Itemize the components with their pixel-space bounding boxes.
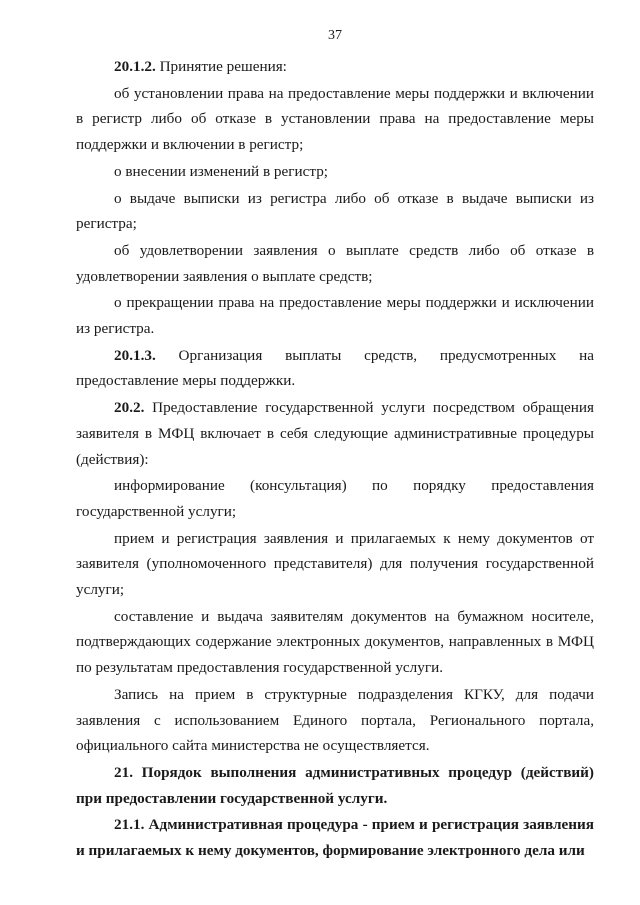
section-heading-21-1: 21.1. Административная процедура - прием и регистрация заявления и прилагаемых к нему документов, формирование электронного дела или bbox=[76, 816, 594, 860]
paragraph-text: Предоставление государственной услуги посредством обращения заявителя в МФЦ включает в себя следующие административные процедуры (действия): bbox=[76, 399, 594, 468]
paragraph-decision-payment: об удовлетворении заявления о выплате средств либо об отказе в удовлетворении заявления о выплате средств; bbox=[76, 241, 594, 285]
section-heading-21: 21. Порядок выполнения административных процедур (действий) при предоставлении государственной услуги. bbox=[76, 763, 594, 807]
paragraph-paper-documents: составление и выдача заявителям документов на бумажном носителе, подтверждающих содержание электронных документов, направленных в МФЦ по результатам предоставления государственной услуги. bbox=[76, 607, 594, 677]
paragraph-text: Принятие решения: bbox=[155, 58, 287, 75]
paragraph-decision-registry-extract: о выдаче выписки из регистра либо об отказе в выдаче выписки из регистра; bbox=[76, 189, 594, 233]
section-number: 20.2. bbox=[114, 399, 145, 417]
page-number: 37 bbox=[328, 28, 342, 43]
paragraph-text: Организация выплаты средств, предусмотренных на предоставление меры поддержки. bbox=[76, 346, 594, 390]
paragraph-informing: информирование (консультация) по порядку предоставления государственной услуги; bbox=[76, 477, 594, 520]
section-number: 20.1.2. bbox=[114, 58, 156, 75]
paragraph-20-1-2 bbox=[76, 54, 594, 80]
paragraph-decision-registry-changes: о внесении изменений в регистр; bbox=[114, 162, 329, 180]
paragraph-decision-establish-right: об установлении права на предоставление меры поддержки и включении в регистр либо об отказе в установлении права на предоставление меры поддержки и включении в регистр; bbox=[76, 84, 594, 154]
paragraph-appointment-note: Запись на прием в структурные подразделения КГКУ, для подачи заявления с использованием Единого портала, Регионального портала, официального сайта министерства не осуществляется. bbox=[76, 685, 594, 755]
paragraph-20-2 bbox=[76, 395, 594, 472]
paragraph-20-1-3 bbox=[76, 343, 594, 394]
section-number: 20.1.3. bbox=[114, 346, 156, 364]
paragraph-reception-registration: прием и регистрация заявления и прилагаемых к нему документов от заявителя (уполномоченного представителя) для получения государственной услуги; bbox=[76, 529, 594, 599]
paragraph-decision-termination: о прекращении права на предоставление меры поддержки и исключении из регистра. bbox=[76, 294, 594, 338]
